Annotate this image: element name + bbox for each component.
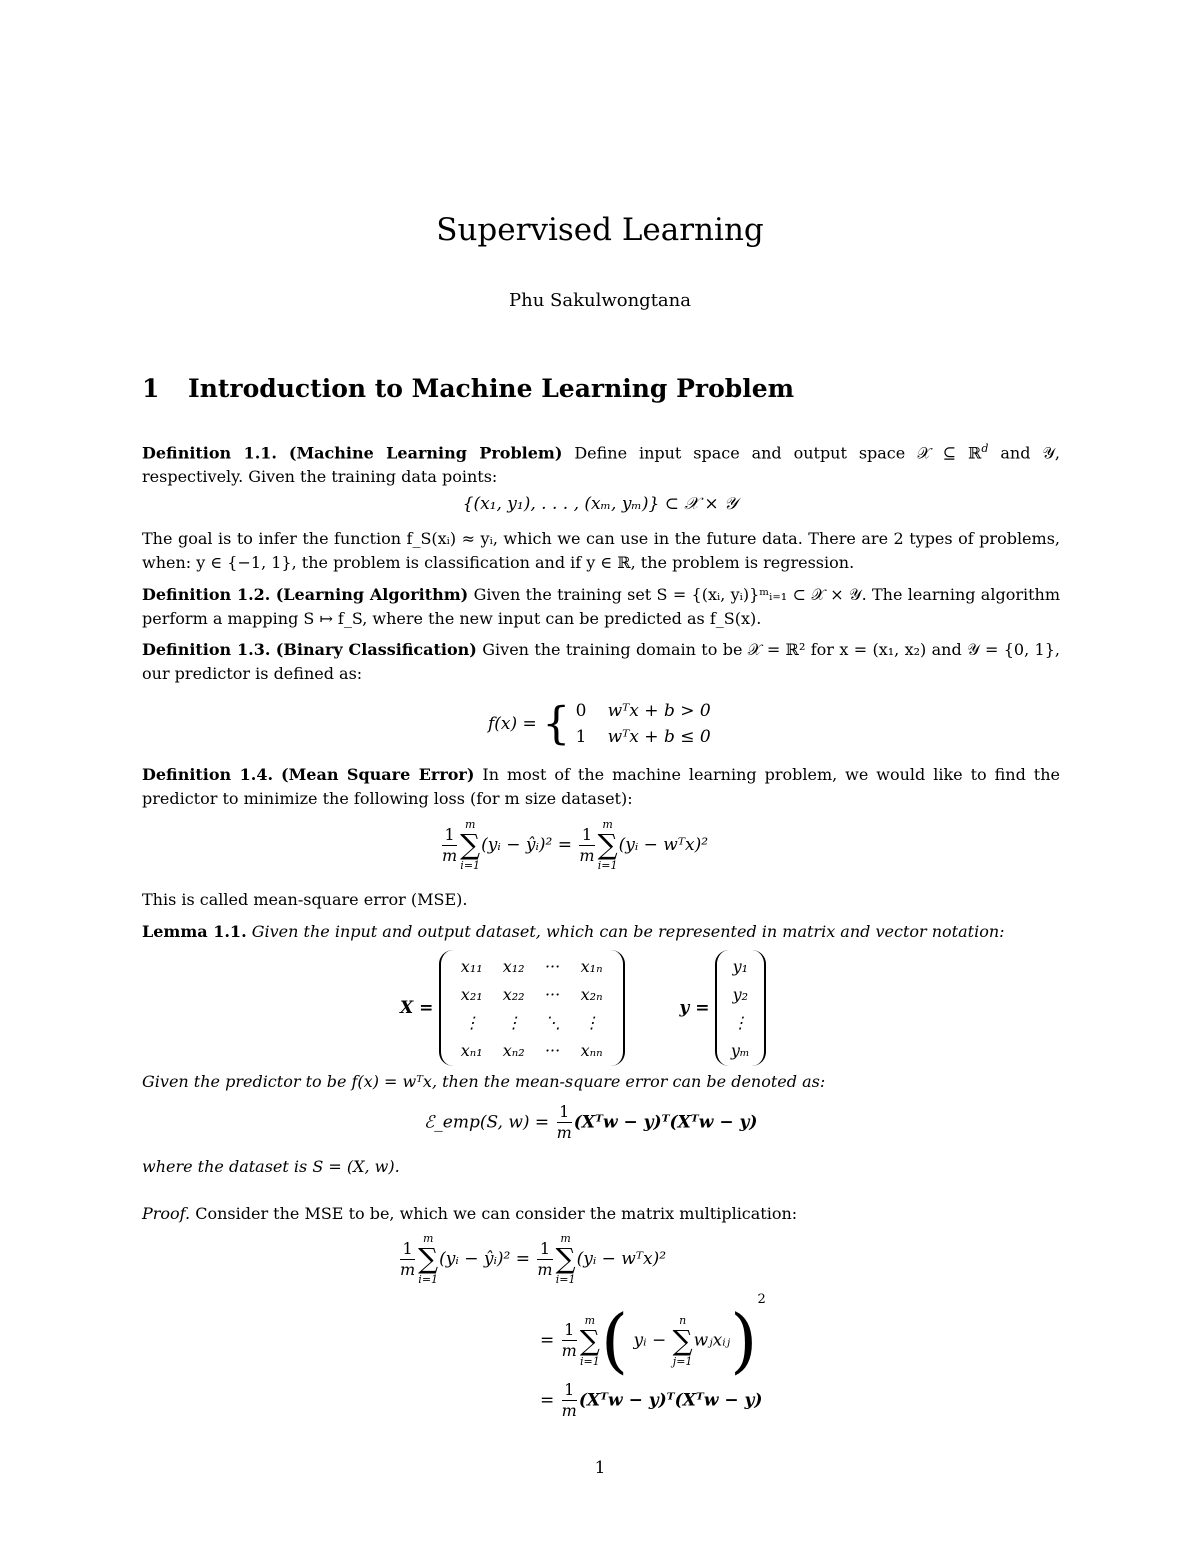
frac-numerator: 1 <box>579 825 594 846</box>
lemma11-label: Lemma 1.1. <box>142 922 247 941</box>
frac-denominator: m <box>561 1341 577 1360</box>
def12-label: Definition 1.2. <box>142 585 271 604</box>
mse-equation <box>440 818 708 872</box>
def14-label: Definition 1.4. <box>142 765 274 784</box>
y-vector <box>715 950 766 1066</box>
section-heading <box>142 374 794 403</box>
mse-term1: (yᵢ − ŷᵢ)² = <box>481 835 572 855</box>
cases-block <box>576 698 711 750</box>
proof-text: Consider the MSE to be, which we can consider the matrix multiplication: <box>195 1204 798 1223</box>
def13-label: Definition 1.3. <box>142 640 271 659</box>
mse-note: This is called mean-square error (MSE). <box>142 890 468 909</box>
page-number: 1 <box>594 1458 606 1478</box>
sum-lower: i=1 <box>555 1273 576 1286</box>
X-lhs: X = <box>400 998 434 1018</box>
definition-1-4 <box>142 763 1060 811</box>
vector-cell: y₂ <box>732 984 749 1004</box>
sum-symbol-1: m ∑ i=1 <box>460 818 481 872</box>
mse-term2: (yᵢ − wᵀx)² <box>618 835 709 855</box>
frac-denominator: m <box>556 1123 572 1142</box>
sum-lower: j=1 <box>672 1354 693 1368</box>
proof-label: Proof. <box>142 1204 191 1223</box>
sum-lower: i=1 <box>597 859 618 872</box>
sum-symbol: m ∑ i=1 <box>555 1232 576 1286</box>
section-title: Introduction to Machine Learning Problem <box>188 374 795 403</box>
case2-value: 1 <box>575 727 587 747</box>
lemma11-text: Given the input and output dataset, which can be represented in matrix and vector notation: <box>251 922 1005 941</box>
def13-name: (Binary Classification) <box>275 640 477 659</box>
proof-line2-square: 2 <box>757 1292 766 1307</box>
emp-lhs: ℰ_emp(S, w) = <box>424 1112 550 1133</box>
def13-lhs: f(x) = <box>488 714 537 734</box>
matrix-cell: ··· <box>544 1040 561 1060</box>
section-number: 1 <box>142 374 160 403</box>
frac-numerator: 1 <box>562 1320 577 1341</box>
definition-1-1 <box>142 437 1060 489</box>
def14-text: In most of the machine learning problem, we would like to find the predictor to minimize the following loss (for m size dataset): <box>142 765 1061 808</box>
paper-title: Supervised Learning <box>436 212 764 248</box>
def11-label: Definition 1.1. <box>142 443 277 463</box>
def13-text: Given the training domain to be 𝒳 = ℝ² for x = (x₁, x₂) and 𝒴 = {0, 1}, our predictor is defined as: <box>142 640 1060 683</box>
frac-numerator: 1 <box>562 1380 577 1401</box>
proof-line3: (Xᵀw − y)ᵀ(Xᵀw − y) <box>578 1390 763 1411</box>
matrix-equation <box>400 950 766 1066</box>
matrix-cell: x₁₁ <box>460 956 483 976</box>
mse-frac-2 <box>579 825 594 866</box>
sum-symbol: m ∑ i=1 <box>418 1232 439 1286</box>
matrix-cell: xₙ₂ <box>502 1040 525 1060</box>
vector-cell: y₁ <box>732 956 749 976</box>
sum-symbol-inner: n ∑ j=1 <box>672 1313 693 1368</box>
mse-frac-1 <box>442 825 457 866</box>
def13-cases-equation <box>488 698 711 750</box>
sum-upper: m <box>584 1313 596 1327</box>
sum-lower: i=1 <box>418 1273 439 1286</box>
y-lhs: y = <box>679 998 710 1018</box>
case1-value: 0 <box>575 701 587 721</box>
def11-text1: Define input space and output space 𝒳 ⊆ ℝ <box>574 443 982 463</box>
lemma-1-1 <box>142 920 1060 944</box>
frac-numerator: 1 <box>400 1239 415 1260</box>
matrix-cell: xₙₙ <box>580 1040 603 1060</box>
sum-lower: i=1 <box>460 859 481 872</box>
frac-numerator: 1 <box>537 1239 552 1260</box>
matrix-cell: ··· <box>544 956 561 976</box>
matrix-cell: x₂₁ <box>460 984 483 1004</box>
def12-text: Given the training set S = {(xᵢ, yᵢ)}ᵐᵢ₌₁ ⊂ 𝒳 × 𝒴. The learning algorithm perform a mapping S ↦ f_S, where the new input can be predicted as f_S(x). <box>142 585 1061 628</box>
proof-line1-b: (yᵢ − wᵀx)² <box>576 1249 667 1269</box>
proof-line1-a: (yᵢ − ŷᵢ)² = <box>439 1249 530 1269</box>
emp-frac <box>557 1102 572 1143</box>
matrix-cell: ··· <box>544 984 561 1004</box>
matrix-cell: x₂₂ <box>502 984 525 1004</box>
proof-frac-4 <box>562 1380 577 1421</box>
X-matrix <box>439 950 625 1066</box>
frac-denominator: m <box>561 1401 577 1420</box>
def11-equation: {(x₁, y₁), . . . , (xₘ, yₘ)} ⊂ 𝒳 × 𝒴 <box>462 494 738 514</box>
proof-line-2 <box>540 1292 766 1382</box>
matrix-cell: ⋱ <box>544 1012 561 1032</box>
frac-numerator: 1 <box>442 825 457 846</box>
proof-frac-2 <box>537 1239 552 1280</box>
paper-author: Phu Sakulwongtana <box>509 290 691 311</box>
vector-cell: yₘ <box>730 1040 750 1060</box>
frac-denominator: m <box>579 845 595 865</box>
proof-line2-eq: = <box>540 1330 555 1351</box>
matrix-cell: x₁₂ <box>502 956 525 976</box>
proof-line2-inner: yᵢ − <box>633 1330 667 1351</box>
case-row-1 <box>576 698 711 724</box>
sum-symbol-2: m ∑ i=1 <box>597 818 618 872</box>
sum-upper: n <box>679 1313 687 1327</box>
matrix-cell: x₁ₙ <box>580 956 603 976</box>
def14-name: (Mean Square Error) <box>281 765 475 784</box>
frac-denominator: m <box>442 845 458 865</box>
frac-denominator: m <box>537 1259 553 1279</box>
matrix-cell: x₂ₙ <box>580 984 603 1004</box>
sum-upper: m <box>602 818 613 831</box>
frac-denominator: m <box>400 1259 416 1279</box>
emp-rhs: (Xᵀw − y)ᵀ(Xᵀw − y) <box>573 1112 758 1133</box>
def11-sup: d <box>981 442 989 455</box>
matrix-cell: ⋮ <box>505 1012 522 1032</box>
proof-frac-1 <box>400 1239 415 1280</box>
matrix-cell: ⋮ <box>463 1012 480 1032</box>
def11-text2: and 𝒴, respectively. Given the training data points: <box>142 443 1060 487</box>
frac-numerator: 1 <box>557 1102 572 1123</box>
big-right-paren: ) <box>730 1299 758 1382</box>
matrix-cell: xₙ₁ <box>460 1040 483 1060</box>
case1-condition: wᵀx + b > 0 <box>607 701 711 721</box>
left-brace: { <box>542 698 571 750</box>
sum-symbol: m ∑ i=1 <box>579 1313 600 1368</box>
vector-cell: ⋮ <box>732 1012 749 1032</box>
lemma11-text2: Given the predictor to be f(x) = wᵀx, then the mean-square error can be denoted as: <box>142 1072 826 1091</box>
definition-1-3 <box>142 638 1060 686</box>
case2-condition: wᵀx + b ≤ 0 <box>607 727 711 747</box>
sum-upper: m <box>422 1232 434 1245</box>
emp-equation <box>424 1102 757 1143</box>
proof-intro <box>142 1202 1060 1226</box>
proof-frac-3 <box>562 1320 577 1361</box>
case-row-2 <box>576 724 711 750</box>
sum-upper: m <box>464 818 476 831</box>
def11-name: (Machine Learning Problem) <box>288 443 563 463</box>
definition-1-2 <box>142 583 1060 631</box>
proof-line-1 <box>398 1232 666 1286</box>
lemma11-text3: where the dataset is S = (X, w). <box>142 1157 400 1176</box>
def11-after: The goal is to infer the function f_S(xᵢ) ≈ yᵢ, which we can use in the future data. There are 2 types of problems, when: y ∈ {−1, 1}, the problem is classification and if y ∈ ℝ, the problem is regression. <box>142 529 1060 572</box>
matrix-cell: ⋮ <box>583 1012 600 1032</box>
sum-lower: i=1 <box>579 1354 600 1368</box>
proof-line2-term: wⱼxᵢⱼ <box>693 1330 731 1351</box>
def12-name: (Learning Algorithm) <box>275 585 469 604</box>
sum-upper: m <box>560 1232 571 1245</box>
big-left-paren: ( <box>600 1299 629 1382</box>
proof-line-3 <box>540 1380 762 1421</box>
proof-line3-eq: = <box>540 1390 555 1411</box>
